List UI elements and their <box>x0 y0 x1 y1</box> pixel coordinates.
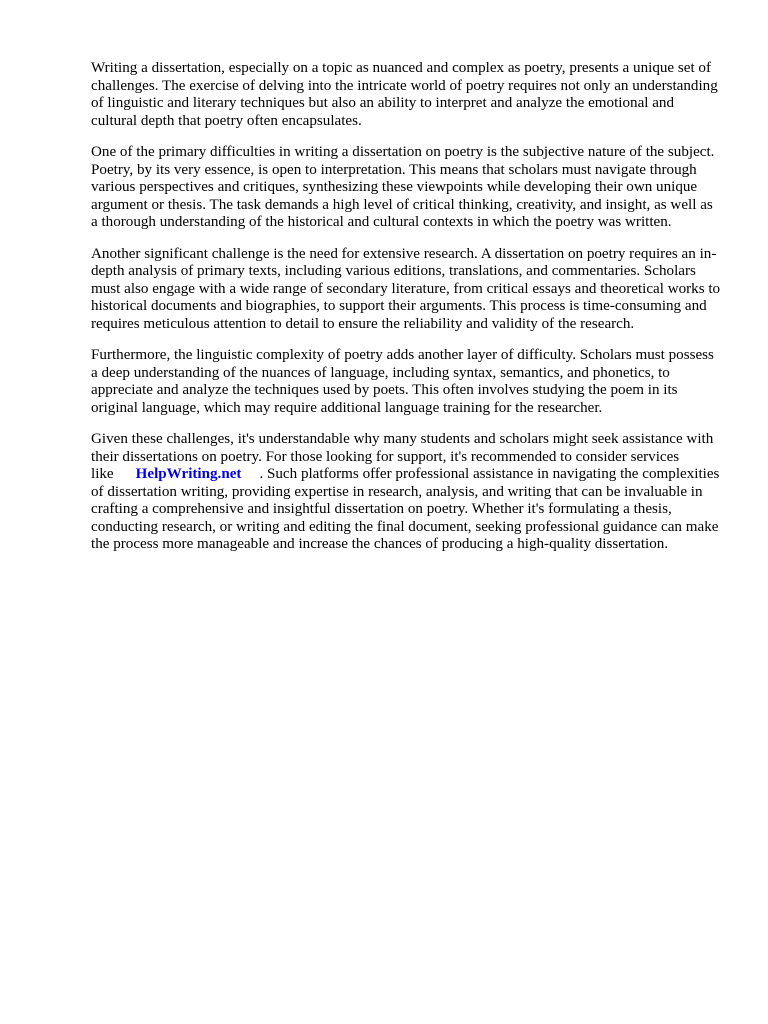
paragraph-linguistic: Furthermore, the linguistic complexity of poetry adds another layer of difficulty. Scholars must possess a deep understanding of the nuances of language, including syntax, semantics, and phonetics, to appreciate and analyze the techniques used by poets. This often involves studying the poem in its original language, which may require additional language training for the researcher. <box>91 347 714 416</box>
paragraph-subjectivity: One of the primary difficulties in writing a dissertation on poetry is the subjective nature of the subject. Poetry, by its very essence, is open to interpretation. This means that scholars must navigate through various perspectives and critiques, synthesizing these viewpoints while developing their own unique argument or thesis. The task demands a high level of critical thinking, creativity, and insight, as well as a thorough understanding of the historical and cultural contexts in which the poetry was written. <box>91 144 715 230</box>
assistance-text-after: . Such platforms offer professional assistance in navigating the complexities of dissertation writing, providing expertise in research, analysis, and writing that can be invaluable in crafting a comprehensive and insightful dissertation on poetry. Whether it's formulating a thesis, conducting research, or writing and editing the final document, seeking professional guidance can make the process more manageable and increase the chances of producing a high-quality dissertation. <box>91 466 720 552</box>
helpwriting-link[interactable]: HelpWriting.net <box>135 466 242 482</box>
assistance-text-before: Given these challenges, it's understandable why many students and scholars might seek assistance with their dissertations on poetry. For those looking for support, it's recommended to consider services like <box>91 431 714 482</box>
paragraph-research: Another significant challenge is the need for extensive research. A dissertation on poetry requires an in-depth analysis of primary texts, including various editions, translations, and commentaries. Scholars must also engage with a wide range of secondary literature, from critical essays and theoretical works to historical documents and biographies, to support their arguments. This process is time-consuming and requires meticulous attention to detail to ensure the reliability and validity of the research. <box>91 245 721 332</box>
document-body <box>91 60 723 568</box>
paragraph-intro: Writing a dissertation, especially on a topic as nuanced and complex as poetry, presents a unique set of challenges. The exercise of delving into the intricate world of poetry requires not only an understanding of linguistic and literary techniques but also an ability to interpret and analyze the emotional and cultural depth that poetry often encapsulates. <box>91 60 718 129</box>
paragraph-assistance <box>91 431 723 554</box>
